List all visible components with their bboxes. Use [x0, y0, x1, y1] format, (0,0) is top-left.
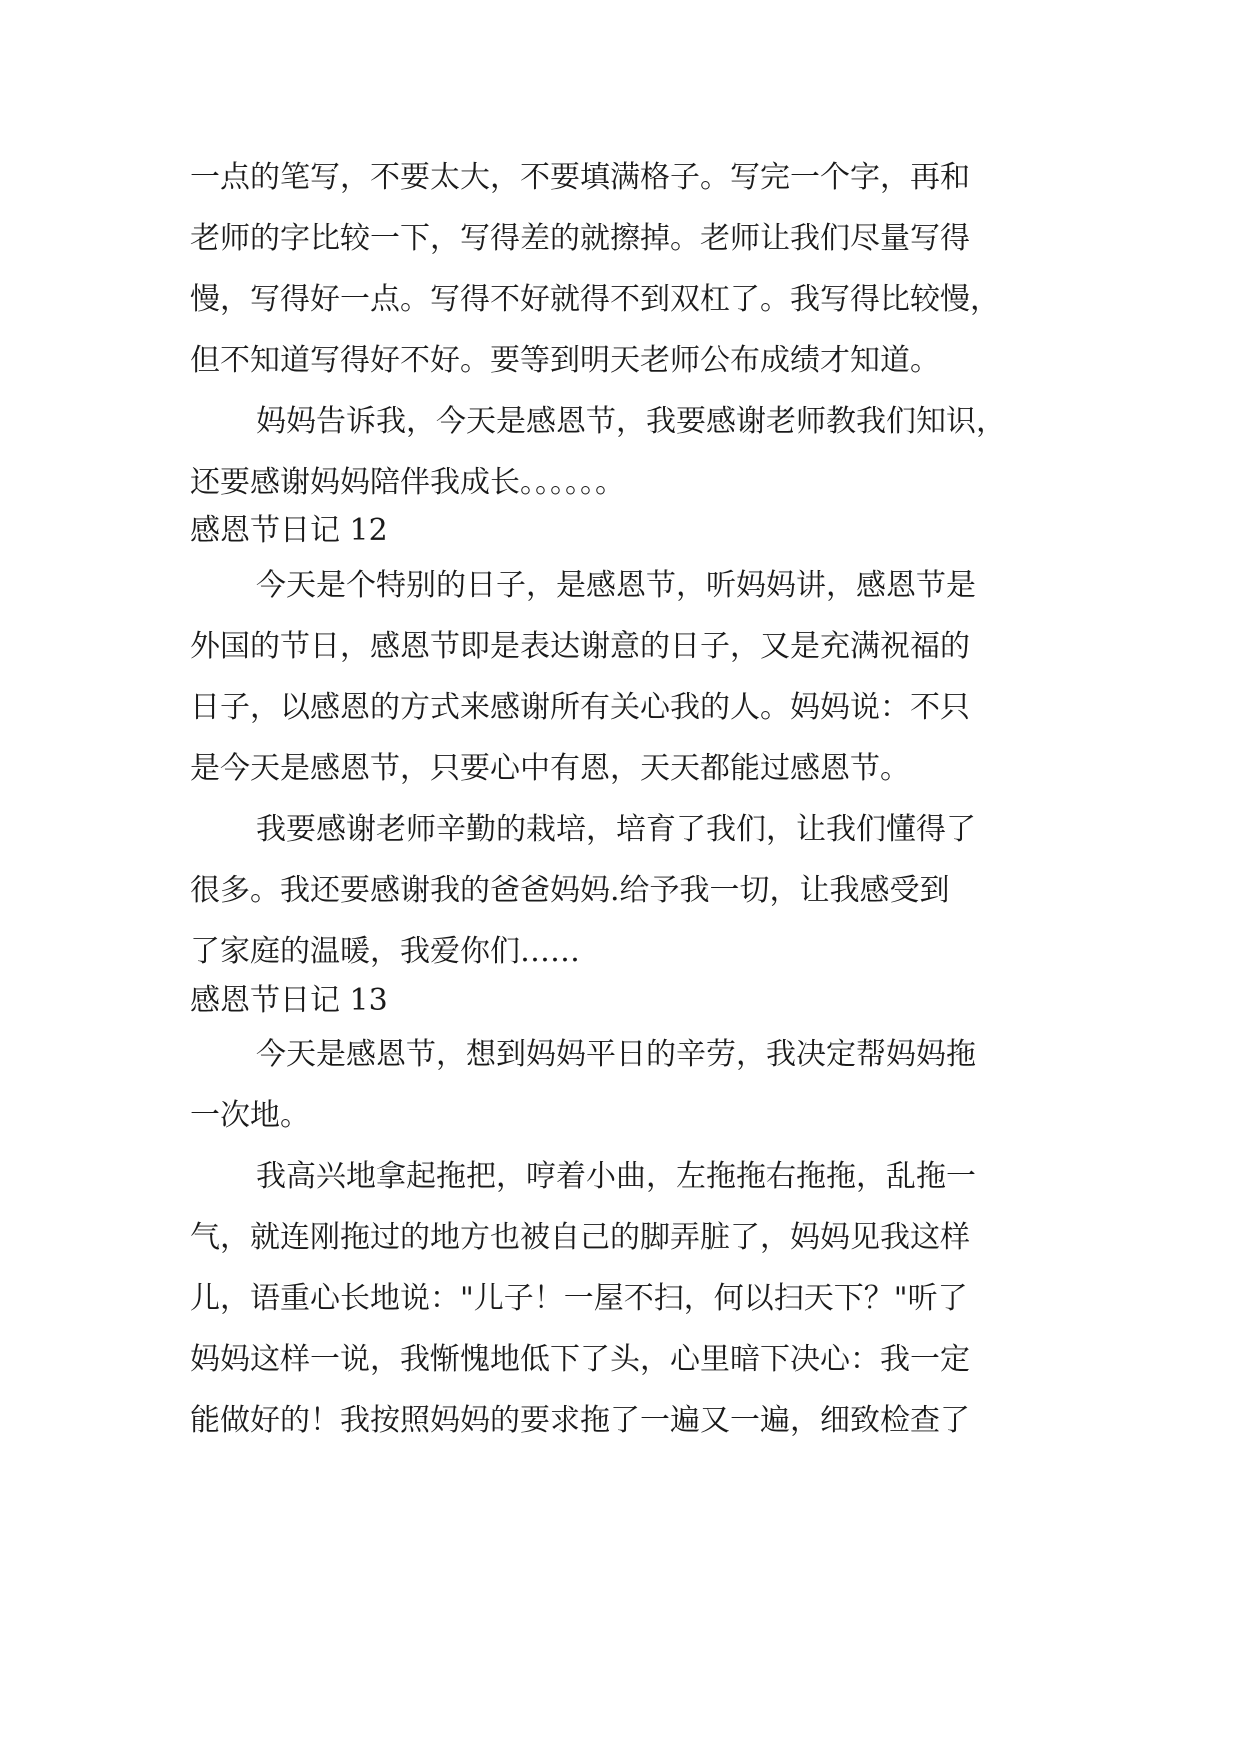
section-heading-12: 感恩节日记 12 — [190, 513, 388, 548]
paragraph-thank-teacher — [190, 799, 1060, 982]
paragraph-special-day — [190, 555, 1060, 799]
text-line: 老师的字比较一下，写得差的就擦掉。老师让我们尽量写得 — [190, 221, 970, 256]
text-line: 能做好的！我按照妈妈的要求拖了一遍又一遍，细致检查了 — [190, 1403, 970, 1438]
text-line: 很多。我还要感谢我的爸爸妈妈.给予我一切，让我感受到 — [190, 873, 950, 908]
paragraph-mom-thanksgiving — [190, 391, 1060, 513]
section-12-text-block — [190, 555, 1060, 982]
text-line: 妈妈这样一说，我惭愧地低下了头，心里暗下决心：我一定 — [190, 1342, 970, 1377]
paragraph-writing-practice — [190, 147, 1060, 391]
text-line: 是今天是感恩节，只要心中有恩，天天都能过感恩节。 — [190, 751, 910, 786]
text-line: 儿，语重心长地说："儿子！一屋不扫，何以扫天下？"听了 — [190, 1281, 968, 1316]
section-13-text-block — [190, 1024, 1060, 1451]
text-line: 妈妈告诉我，今天是感恩节，我要感谢老师教我们知识， — [256, 404, 1006, 439]
text-line: 但不知道写得好不好。要等到明天老师公布成绩才知道。 — [190, 343, 940, 378]
text-line: 一点的笔写，不要太大，不要填满格子。写完一个字，再和 — [190, 160, 970, 195]
text-line: 日子，以感恩的方式来感谢所有关心我的人。妈妈说：不只 — [190, 690, 970, 725]
text-line: 今天是个特别的日子，是感恩节，听妈妈讲，感恩节是 — [256, 568, 976, 603]
text-line: 还要感谢妈妈陪伴我成长。。。。。。 — [190, 465, 625, 500]
text-line: 了家庭的温暖，我爱你们…… — [190, 934, 580, 969]
text-line: 气，就连刚拖过的地方也被自己的脚弄脏了，妈妈见我这样 — [190, 1220, 970, 1255]
intro-text-block — [190, 147, 1060, 513]
text-line: 今天是感恩节，想到妈妈平日的辛劳，我决定帮妈妈拖 — [256, 1037, 976, 1072]
text-line: 慢，写得好一点。写得不好就得不到双杠了。我写得比较慢， — [190, 282, 1000, 317]
text-line: 一次地。 — [190, 1098, 310, 1133]
paragraph-mop-decision — [190, 1024, 1060, 1146]
text-line: 外国的节日，感恩节即是表达谢意的日子，又是充满祝福的 — [190, 629, 970, 664]
section-heading-13: 感恩节日记 13 — [190, 983, 388, 1018]
text-line: 我要感谢老师辛勤的栽培，培育了我们，让我们懂得了 — [256, 812, 976, 847]
paragraph-mopping-story — [190, 1146, 1060, 1451]
text-line: 我高兴地拿起拖把，哼着小曲，左拖拖右拖拖，乱拖一 — [256, 1159, 976, 1194]
